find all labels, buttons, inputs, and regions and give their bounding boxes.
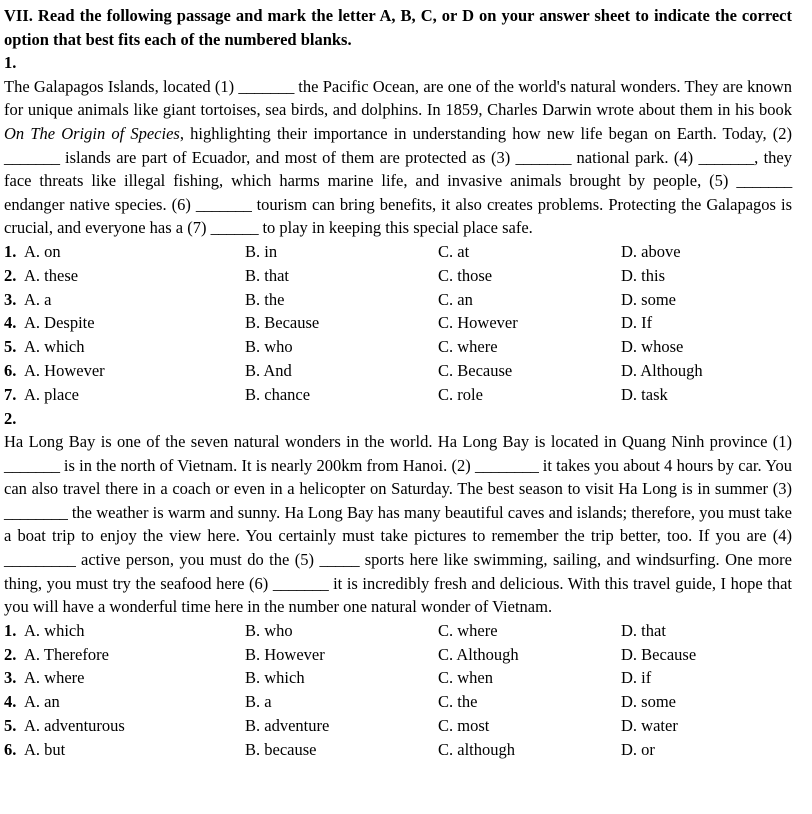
answer-blank[interactable]: _______: [4, 147, 60, 167]
option-a[interactable]: A. which: [24, 337, 85, 357]
section-number-1: 1.: [4, 53, 17, 73]
question-number: 5.: [4, 337, 17, 357]
question-number: 6.: [4, 360, 17, 380]
option-c[interactable]: C. although: [438, 739, 515, 759]
option-row: [4, 288, 792, 312]
option-b[interactable]: B. because: [245, 739, 317, 759]
option-c[interactable]: C. most: [438, 716, 490, 736]
option-d[interactable]: D. If: [621, 313, 653, 333]
option-a[interactable]: A. where: [24, 668, 85, 688]
option-b[interactable]: B. that: [245, 265, 289, 285]
answer-blank[interactable]: ______: [210, 218, 259, 238]
option-a[interactable]: A. which: [24, 620, 85, 640]
option-d[interactable]: D. some: [621, 692, 676, 712]
option-row: [4, 359, 792, 383]
question-number: 3.: [4, 289, 17, 309]
option-row: [4, 714, 792, 738]
option-b[interactable]: B. Because: [245, 313, 320, 333]
option-c[interactable]: C. However: [438, 313, 518, 333]
passage-text-2: Ha Long Bay is one of the seven natural wonders in the world. Ha Long Bay is located in Quang Ninh province (1) _______ is in the north of Vietnam. It is nearly 200km from Hanoi. (2) ________ it takes you about 4 hours by car. You can also travel there in a coach or even in a helicopter on Saturday. The best season to visit Ha Long is in summer (3) ________ the weather is warm and sunny. Ha Long Bay has many beautiful caves and islands; therefore, you must take a boat trip to enjoy the view here. You certainly must take pictures to remember the trip better, too. If you are (4) _________ active person, you must do the (5) _____ sports here like swimming, sailing, and windsurfing. One more thing, you must try the seafood here (6) _______ it is incredibly fresh and delicious. With this travel guide, I hope that you will have a wonderful time here in the number one natural wonder of Vietnam.: [4, 432, 793, 617]
option-b[interactable]: B. adventure: [245, 716, 330, 736]
answer-blank[interactable]: _______: [736, 171, 792, 191]
option-row: [4, 335, 792, 359]
option-d[interactable]: D. water: [621, 716, 678, 736]
option-b[interactable]: B. the: [245, 289, 285, 309]
question-number: 7.: [4, 384, 17, 404]
question-number: 4.: [4, 313, 17, 333]
italic-title: On The Origin of Species: [4, 123, 180, 143]
option-b[interactable]: B. which: [245, 668, 305, 688]
option-c[interactable]: C. role: [438, 384, 483, 404]
option-a[interactable]: A. Therefore: [24, 644, 109, 664]
option-row: [4, 666, 792, 690]
answer-blank[interactable]: _______: [698, 147, 755, 167]
option-b[interactable]: B. who: [245, 337, 293, 357]
option-a[interactable]: A. However: [24, 360, 105, 380]
option-a[interactable]: A. these: [24, 265, 79, 285]
option-c[interactable]: C. where: [438, 620, 498, 640]
answer-blank[interactable]: ________: [4, 502, 68, 522]
option-d[interactable]: D. this: [621, 265, 666, 285]
option-row: [4, 240, 792, 264]
option-d[interactable]: D. some: [621, 289, 676, 309]
option-d[interactable]: D. whose: [621, 337, 684, 357]
option-row: [4, 690, 792, 714]
option-b[interactable]: B. And: [245, 360, 292, 380]
question-number: 1.: [4, 241, 17, 261]
answer-blank[interactable]: _______: [195, 194, 252, 214]
option-c[interactable]: C. Because: [438, 360, 513, 380]
option-row: [4, 738, 792, 762]
option-row: [4, 619, 792, 643]
option-a[interactable]: A. an: [24, 692, 60, 712]
question-number: 6.: [4, 739, 17, 759]
option-d[interactable]: D. if: [621, 668, 652, 688]
option-d[interactable]: D. or: [621, 739, 655, 759]
option-c[interactable]: C. at: [438, 241, 470, 261]
answer-blank[interactable]: _______: [515, 147, 572, 167]
exercise-heading: VII. Read the following passage and mark the letter A, B, C, or D on your answer sheet to indicate the correct option that best fits each of the numbered blanks.: [4, 6, 792, 49]
option-b[interactable]: B. in: [245, 241, 278, 261]
option-a[interactable]: A. adventurous: [24, 716, 125, 736]
option-a[interactable]: A. on: [24, 241, 61, 261]
option-d[interactable]: D. that: [621, 620, 666, 640]
option-row: [4, 383, 792, 407]
answer-options-list-2: [4, 619, 792, 762]
option-c[interactable]: C. where: [438, 337, 498, 357]
question-number: 5.: [4, 716, 17, 736]
section-number-2: 2.: [4, 408, 17, 428]
answer-blank[interactable]: _____: [319, 550, 360, 570]
option-a[interactable]: A. a: [24, 289, 52, 309]
passage-text-1: The Galapagos Islands, located (1) _______ the Pacific Ocean, are one of the world's natural wonders. They are known for unique animals like giant tortoises, sea birds, and dolphins. In 1859, Charles Darwin wrote about them in his book On The Origin of Species, highlighting their importance in understanding how new life began on Earth. Today, (2) _______ islands are part of Ecuador, and most of them are protected as (3) _______ national park. (4) _______, they face threats like illegal fishing, which harms marine life, and invasive animals brought by people, (5) _______ endanger native species. (6) _______ tourism can bring benefits, it also creates problems. Protecting the Galapagos is crucial, and everyone has a (7) ______ to play in keeping this special place safe.: [4, 76, 793, 238]
answer-blank[interactable]: ________: [474, 455, 539, 475]
option-row: [4, 264, 792, 288]
option-b[interactable]: B. However: [245, 644, 325, 664]
option-c[interactable]: C. when: [438, 668, 493, 688]
option-c[interactable]: C. Although: [438, 644, 519, 664]
option-d[interactable]: D. Because: [621, 644, 697, 664]
option-a[interactable]: A. but: [24, 739, 66, 759]
answer-blank[interactable]: _______: [272, 573, 329, 593]
option-a[interactable]: A. Despite: [24, 313, 95, 333]
question-number: 1.: [4, 620, 17, 640]
option-row: [4, 311, 792, 335]
option-row: [4, 643, 792, 667]
question-number: 3.: [4, 668, 17, 688]
answer-blank[interactable]: _________: [4, 550, 76, 570]
question-number: 2.: [4, 644, 17, 664]
question-number: 4.: [4, 692, 17, 712]
answer-blank[interactable]: _______: [4, 455, 60, 475]
option-b[interactable]: B. who: [245, 620, 293, 640]
option-c[interactable]: C. an: [438, 289, 473, 309]
option-b[interactable]: B. a: [245, 692, 272, 712]
option-c[interactable]: C. the: [438, 692, 478, 712]
question-number: 2.: [4, 265, 17, 285]
option-b[interactable]: B. chance: [245, 384, 311, 404]
option-c[interactable]: C. those: [438, 265, 493, 285]
option-d[interactable]: D. Although: [621, 360, 703, 380]
answer-blank[interactable]: _______: [238, 76, 295, 96]
option-a[interactable]: A. place: [24, 384, 79, 404]
option-d[interactable]: D. task: [621, 384, 668, 404]
option-d[interactable]: D. above: [621, 241, 681, 261]
answer-options-list-1: [4, 240, 792, 407]
